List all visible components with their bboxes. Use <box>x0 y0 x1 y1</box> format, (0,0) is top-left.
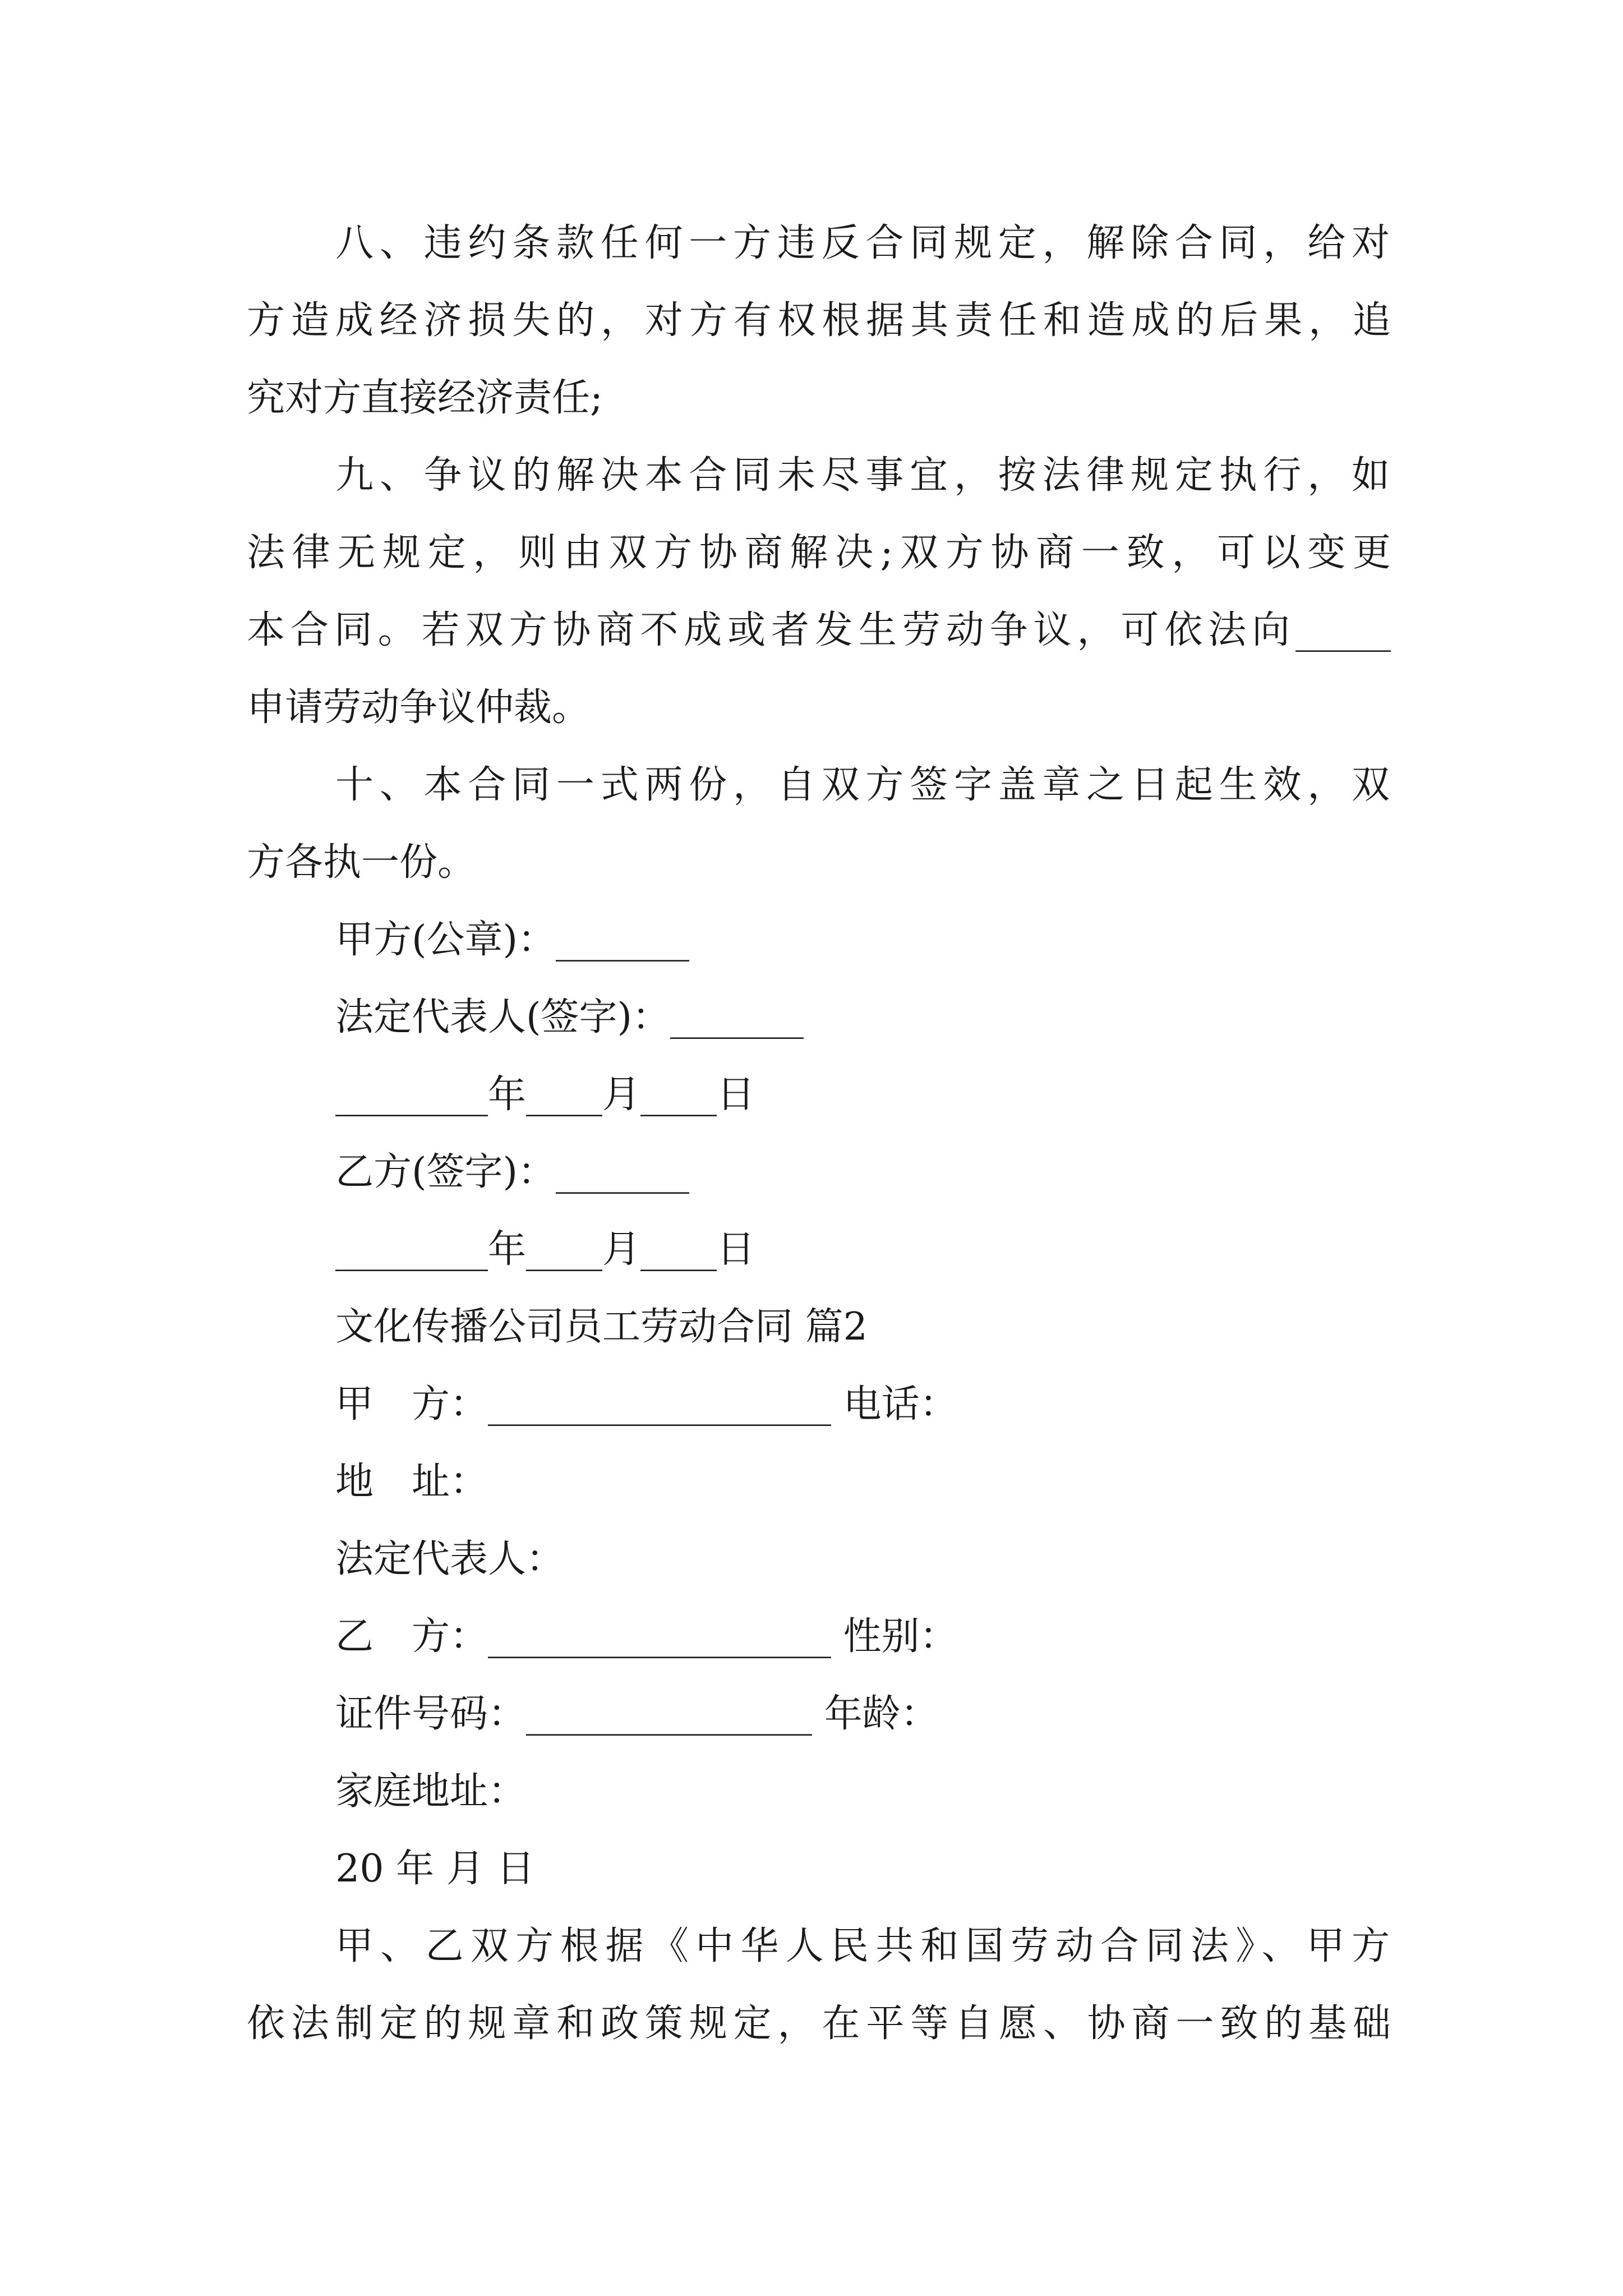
legal-rep-signature: 法定代表人(签字)：_______ <box>335 995 804 1039</box>
contract-date: 20 年 月 日 <box>335 1847 535 1891</box>
section-title: 文化传播公司员工劳动合同 篇2 <box>335 1305 868 1349</box>
home-address: 家庭地址： <box>335 1769 527 1814</box>
preamble-line-2: 依法制定的规章和政策规定，在平等自愿、协商一致的基础 <box>247 2001 1391 2046</box>
date-line-2: ________年____月____日 <box>335 1227 755 1272</box>
date-line-1: ________年____月____日 <box>335 1073 755 1117</box>
clause-9-line-1: 九、争议的解决本合同未尽事宜，按法律规定执行，如 <box>335 453 1390 498</box>
party-b-gender: 乙 方：__________________ 性别： <box>335 1614 958 1659</box>
party-a-phone: 甲 方：__________________ 电话： <box>335 1382 958 1427</box>
clause-8-line-2: 方造成经济损失的，对方有权根据其责任和造成的后果，追 <box>247 298 1391 343</box>
id-number-age: 证件号码：_______________ 年龄： <box>335 1692 939 1736</box>
clause-10-line-2: 方各执一份。 <box>247 840 476 885</box>
clause-10-line-1: 十、本合同一式两份，自双方签字盖章之日起生效，双 <box>335 763 1390 807</box>
preamble-line-1: 甲、乙双方根据《中华人民共和国劳动合同法》、甲方 <box>335 1924 1390 1968</box>
clause-8-line-1: 八、违约条款任何一方违反合同规定，解除合同，给对 <box>335 221 1390 265</box>
clause-9-line-4: 申请劳动争议仲裁。 <box>247 685 591 730</box>
party-b-signature: 乙方(签字)：_______ <box>335 1150 690 1194</box>
clause-9-line-3: 本合同。若双方协商不成或者发生劳动争议，可依法向_____ <box>247 608 1391 652</box>
clause-8-line-3: 究对方直接经济责任; <box>247 376 603 420</box>
address: 地 址： <box>335 1460 488 1504</box>
legal-representative: 法定代表人： <box>335 1537 565 1581</box>
party-a-seal: 甲方(公章)：_______ <box>335 918 690 962</box>
clause-9-line-2: 法律无规定，则由双方协商解决;双方协商一致，可以变更 <box>247 531 1391 575</box>
